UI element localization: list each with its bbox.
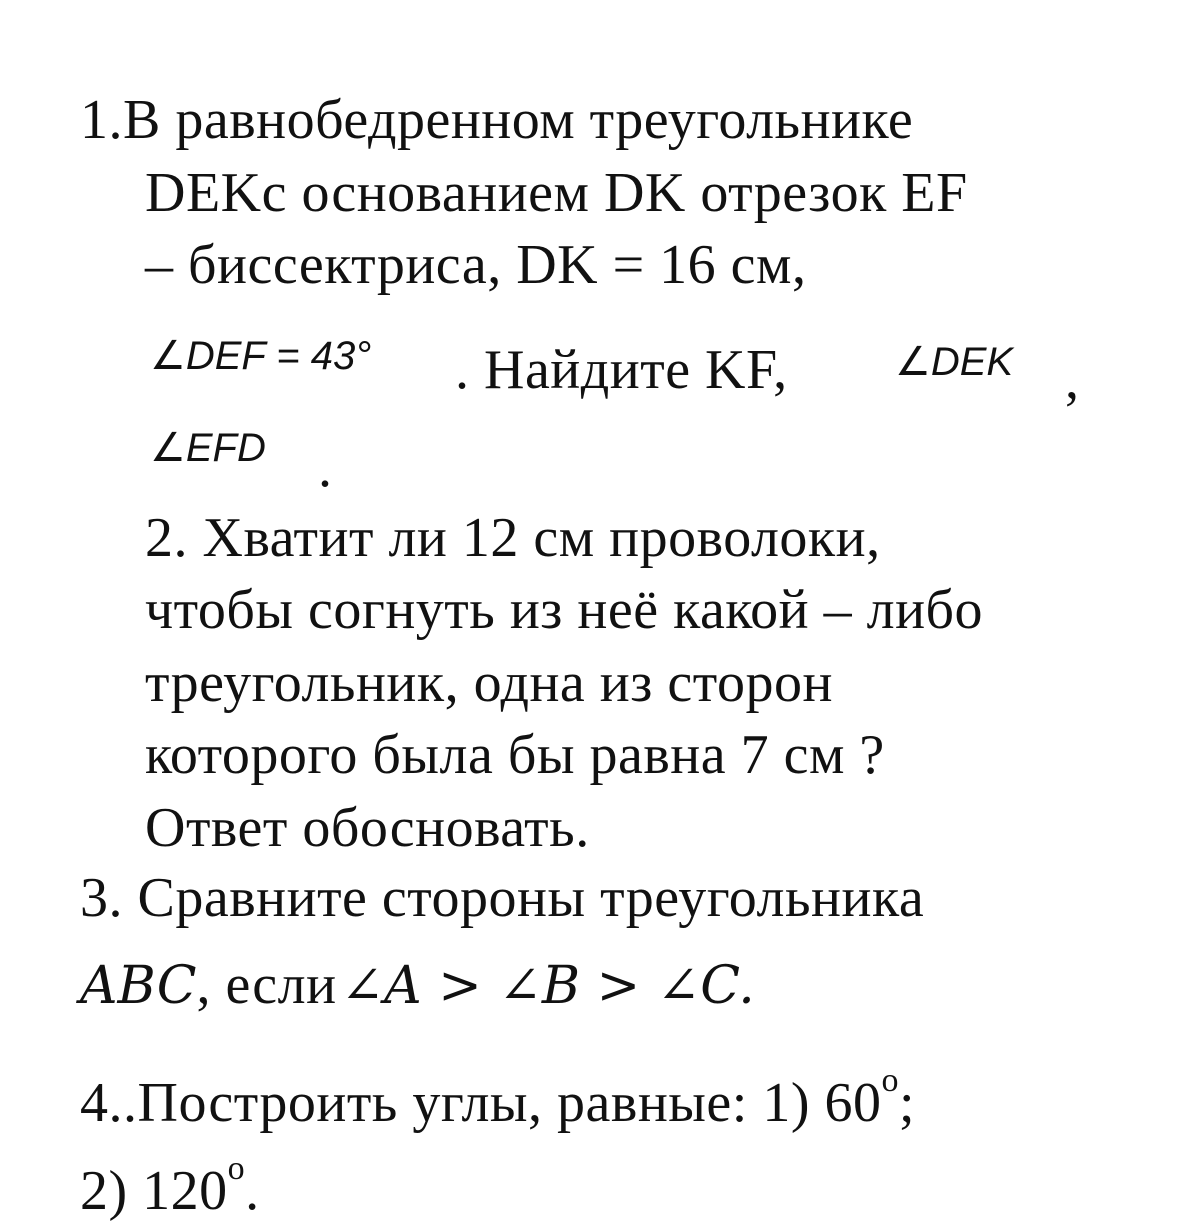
- angle-efd-formula: ∠EFD: [150, 426, 266, 470]
- problem-2-line-2: чтобы согнуть из неё какой – либо: [145, 579, 984, 641]
- problem-3-line-1: 3. Сравните стороны треугольника: [80, 867, 925, 929]
- problem-2-line-1: 2. Хватит ли 12 см проволоки,: [145, 507, 881, 569]
- problem-1-line-1: 1.В равнобедренном треугольнике: [80, 89, 914, 151]
- problem-2-line-3: треугольник, одна из сторон: [145, 652, 833, 714]
- problem-2-line-5: Ответ обосновать.: [145, 797, 590, 859]
- problem-1-find-text: . Найдите KF,: [455, 339, 788, 401]
- problem-4-text: 4..Построить углы, равные: 1) 60: [80, 1072, 882, 1134]
- problem-1-dot: .: [318, 437, 333, 499]
- degree-superscript-1: o: [881, 1062, 899, 1099]
- problem-1-line-2: DEKс основанием DK отрезок EF: [145, 162, 968, 224]
- problem-3-esli: , если: [196, 954, 337, 1016]
- problem-2-line-4: которого была бы равна 7 см ?: [145, 724, 885, 786]
- triangle-abc-math: ABC: [80, 956, 197, 1016]
- problem-4-line-2: [80, 1150, 260, 1222]
- angle-def-formula: ∠DEF = 43°: [150, 334, 372, 378]
- angle-dek-formula: ∠DEK: [895, 340, 1014, 384]
- problem-4-text-2: 2) 120: [80, 1160, 228, 1222]
- problem-4-semicolon: ;: [898, 1072, 916, 1134]
- degree-superscript-2: o: [227, 1150, 246, 1187]
- angle-inequality-math: ∠A > ∠B > ∠C.: [340, 956, 755, 1016]
- problem-4-dot: .: [245, 1160, 260, 1222]
- problem-4-line-1: [80, 1062, 916, 1134]
- problem-1-line-3: – биссектриса, DK = 16 см,: [145, 234, 807, 296]
- problem-1-comma: ,: [1065, 349, 1080, 411]
- problem-3-line-2: [80, 954, 755, 1016]
